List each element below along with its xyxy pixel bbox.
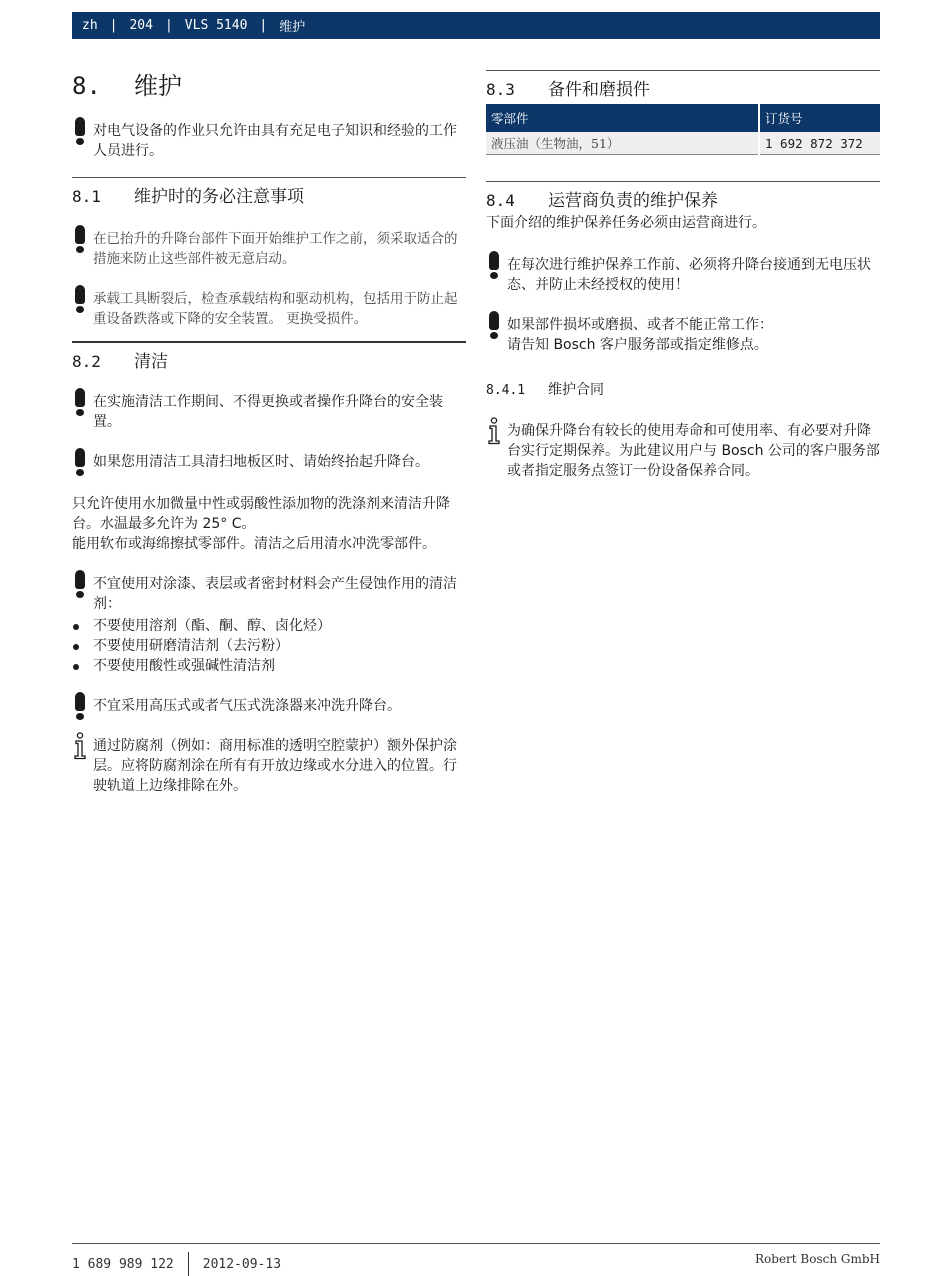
section-number: 8.1 (72, 187, 101, 206)
warning-text: 对电气设备的作业只允许由具有充足电子知识和经验的工作人员进行。 (93, 123, 457, 159)
warning-note (72, 574, 466, 614)
section-title: 维护时的务必注意事项 (134, 187, 304, 207)
list-item: 不要使用酸性或强碱性清洁剂 (72, 656, 466, 676)
table-cell-order-number: 1 692 872 372 (759, 132, 880, 155)
warning-text: 承载工具断裂后，检查承载结构和驱动机构，包括用于防止起重设备跌落或下降的安全装置。 更换受损件。 (93, 291, 458, 327)
warning-text: 不宜使用对涂漆、表层或者密封材料会产生侵蚀作用的清洁剂： (93, 576, 457, 612)
warning-note (72, 121, 466, 161)
warning-note (72, 229, 466, 269)
header-lang: zh (82, 18, 98, 33)
chapter-title: 维护 (134, 72, 182, 100)
header-page-number: 204 (129, 18, 153, 33)
warning-exclamation-icon (73, 448, 89, 476)
warning-exclamation-icon (487, 251, 503, 279)
section-title: 备件和磨损件 (548, 80, 650, 100)
section-heading-8-1 (72, 177, 466, 207)
paragraph-line: 能用软布或海绵擦拭零部件。清洁之后用清水冲洗零部件。 (72, 536, 436, 552)
section-intro: 下面介绍的维护保养任务必须由运营商进行。 (486, 215, 766, 231)
warning-note (72, 289, 466, 329)
chapter-number: 8. (72, 72, 101, 100)
warning-text: 在每次进行维护保养工作前、必须将升降台接通到无电压状态、并防止未经授权的使用！ (507, 257, 871, 293)
bullet-list (72, 616, 466, 676)
warning-exclamation-icon (73, 285, 89, 313)
subsection-number: 8.4.1 (486, 383, 526, 398)
left-column (72, 60, 466, 796)
footer-divider (72, 1243, 880, 1244)
spare-parts-table (486, 104, 880, 155)
warning-text: 如果部件损坏或磨损、或者不能正常工作： (507, 317, 773, 333)
right-column (486, 60, 880, 481)
info-text: 通过防腐剂（例如：商用标准的透明空腔蒙护）额外保护涂层。应将防腐剂涂在所有有开放边缘或水分进入的位置。行驶轨道上边缘排除在外。 (93, 738, 457, 794)
footer-date: 2012-09-13 (202, 1256, 282, 1272)
info-note (72, 736, 466, 796)
paragraph-line: 只允许使用水加微量中性或弱酸性添加物的洗涤剂来清洁升降台。水温最多允许为 25° C。 (72, 496, 450, 532)
table-header-part: 零部件 (486, 104, 759, 132)
warning-text: 不宜采用高压式或者气压式洗涤器来冲洗升降台。 (93, 698, 401, 714)
footer-company: Robert Bosch GmbH (755, 1252, 880, 1266)
footer-document-info (72, 1252, 281, 1276)
warning-exclamation-icon (487, 311, 503, 339)
info-text: 为确保升降台有较长的使用寿命和可使用率、有必要对升降台实行定期保养。为此建议用户与 Bosch 公司的客户服务部或者指定服务点签订一份设备保养合同。 (507, 423, 880, 479)
warning-exclamation-icon (73, 388, 89, 416)
warning-note (486, 255, 880, 295)
section-heading-8-2 (72, 341, 466, 372)
footer-separator (188, 1252, 189, 1276)
subsection-heading-8-4-1 (486, 379, 880, 399)
header-model: VLS 5140 (184, 18, 248, 33)
header-separator: | (164, 18, 173, 33)
warning-note (72, 696, 466, 716)
list-item: 不要使用溶剂（酯、酮、醇、卤化烃） (72, 616, 466, 636)
warning-text: 请告知 Bosch 客户服务部或指定维修点。 (507, 337, 768, 353)
section-number: 8.3 (486, 80, 515, 99)
section-number: 8.2 (72, 352, 101, 371)
warning-text: 如果您用清洁工具清扫地板区时、请始终抬起升降台。 (93, 454, 429, 470)
page-header (72, 12, 880, 39)
body-paragraph (72, 494, 466, 554)
section-heading-8-4 (486, 181, 880, 211)
subsection-title: 维护合同 (548, 382, 604, 398)
info-icon (487, 417, 503, 445)
header-separator: | (259, 18, 268, 33)
section-title: 运营商负责的维护保养 (548, 191, 718, 211)
table-row (486, 132, 880, 155)
table-cell-part: 液压油（生物油，51） (486, 132, 759, 155)
info-note (486, 421, 880, 481)
table-header-row (486, 104, 880, 132)
info-icon (73, 732, 89, 760)
header-separator: | (109, 18, 118, 33)
warning-text: 在已抬升的升降台部件下面开始维护工作之前，须采取适合的措施来防止这些部件被无意启动。 (93, 231, 458, 267)
list-item: 不要使用研磨清洁剂（去污粉） (72, 636, 466, 656)
warning-note (72, 392, 466, 432)
section-heading-8-3 (486, 70, 880, 100)
header-section: 维护 (279, 20, 306, 35)
chapter-heading (72, 66, 466, 101)
warning-note (72, 452, 466, 472)
table-header-order-number: 订货号 (759, 104, 880, 132)
section-number: 8.4 (486, 191, 515, 210)
warning-exclamation-icon (73, 117, 89, 145)
warning-text: 在实施清洁工作期间、不得更换或者操作升降台的安全装置。 (93, 394, 443, 430)
footer-document-number: 1 689 989 122 (72, 1256, 174, 1272)
section-title: 清洁 (134, 352, 168, 372)
warning-exclamation-icon (73, 570, 89, 598)
warning-exclamation-icon (73, 225, 89, 253)
warning-note (486, 315, 880, 355)
warning-exclamation-icon (73, 692, 89, 720)
